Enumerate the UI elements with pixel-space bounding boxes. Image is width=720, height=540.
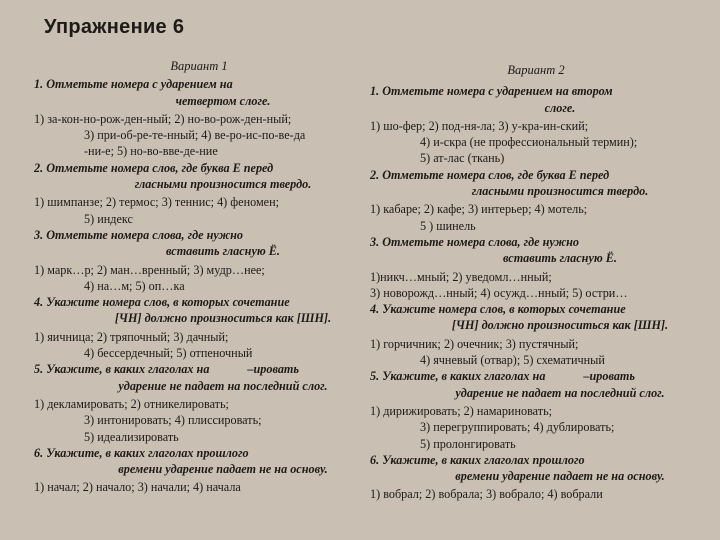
answer-line: -ни-е; 5) но-во-вве-де-ние [84, 144, 218, 159]
answer-line: 4) и-скра (не профессиональный термин); [420, 135, 638, 150]
variant-2-heading: Вариант 2 [507, 63, 565, 77]
task-question [34, 160, 364, 193]
answer-line: 5) ат-лас (ткань) [420, 151, 505, 166]
answer-line: 5) идеализировать [84, 429, 179, 444]
question-line: ударение не падает на последний слог. [118, 378, 328, 393]
question-line: 1. Отметьте номера с ударением на [34, 77, 233, 92]
task-question [34, 76, 364, 109]
task-question [370, 452, 702, 485]
answer-line: 3) интонировать; 4) плиссировать; [84, 413, 262, 428]
task-answers [34, 194, 364, 227]
question-line: 6. Укажите, в каких глаголах прошлого [34, 445, 249, 460]
question-line: вставить гласную Ё. [166, 244, 280, 259]
answer-line: 4) ячневый (отвар); 5) схематичный [420, 353, 605, 368]
answer-line: 3) перегруппировать; 4) дублировать; [420, 420, 615, 435]
question-suffix: –ировать [247, 362, 299, 377]
task-question [370, 368, 702, 401]
task-question [370, 83, 702, 116]
question-line: слоге. [544, 100, 576, 115]
question-line [370, 368, 702, 384]
answer-line: 5) пролонгировать [420, 436, 516, 451]
answer-line: 1) декламировать; 2) отникелировать; [34, 396, 229, 411]
task-answers [370, 403, 702, 452]
v1-task-6 [34, 445, 364, 496]
answer-line: 4) на…м; 5) оп…ка [84, 278, 185, 293]
variant-1-column [34, 58, 364, 496]
v2-task-3 [370, 234, 702, 301]
task-answers [370, 118, 702, 167]
v1-task-3 [34, 227, 364, 294]
answer-line: 1) начал; 2) начало; 3) начали; 4) начала [34, 480, 241, 495]
answer-line: 1) яичница; 2) тряпочный; 3) дачный; [34, 329, 229, 344]
answer-line: 3) новорожд…нный; 4) осужд…нный; 5) остри… [370, 285, 628, 300]
task-answers [370, 201, 702, 234]
v1-task-1 [34, 76, 364, 159]
question-line: времени ударение падает не на основу. [118, 462, 328, 477]
v1-task-2 [34, 160, 364, 227]
task-question [370, 234, 702, 267]
question-line: 3. Отметьте номера слова, где нужно [370, 234, 579, 249]
task-answers [34, 111, 364, 160]
task-answers [34, 329, 364, 362]
variant-1-heading: Вариант 1 [170, 59, 228, 73]
question-text: 5. Укажите, в каких глаголах на [370, 369, 546, 384]
answer-line: 1) за-кон-но-рож-ден-ный; 2) но-во-рож-ден-ный; [34, 111, 292, 126]
answer-line: 1) марк…р; 2) ман…вренный; 3) мудр…нее; [34, 262, 265, 277]
question-line: [ЧН] должно произноситься как [ШН]. [451, 318, 669, 333]
task-answers [34, 262, 364, 295]
answer-line: 4) бессердечный; 5) отпеночный [84, 346, 253, 361]
question-line: гласными произносится твердо. [471, 184, 649, 199]
v2-task-4 [370, 301, 702, 368]
question-line: ударение не падает на последний слог. [455, 385, 665, 400]
task-question [34, 445, 364, 478]
question-suffix: –ировать [583, 369, 635, 384]
answer-line: 1) горчичник; 2) очечник; 3) пустячный; [370, 336, 579, 351]
variant-2-column [370, 62, 702, 503]
v2-task-2 [370, 167, 702, 234]
task-question [370, 167, 702, 200]
answer-line: 1) кабаре; 2) кафе; 3) интерьер; 4) мотель; [370, 202, 588, 217]
question-line: четвертом слоге. [175, 93, 271, 108]
question-line: вставить гласную Ё. [503, 251, 617, 266]
answer-line: 1) вобрал; 2) вобрала; 3) вобрало; 4) вобрали [370, 487, 603, 502]
answer-line: 1)никч…мный; 2) уведомл…нный; [370, 269, 552, 284]
answer-line: 5) индекс [84, 211, 133, 226]
question-line: 2. Отметьте номера слов, где буква Е перед [370, 167, 610, 182]
v1-task-4 [34, 294, 364, 361]
question-line: 3. Отметьте номера слова, где нужно [34, 227, 243, 242]
task-answers [370, 336, 702, 369]
answer-line: 3) при-об-ре-те-нный; 4) ве-ро-ис-по-ве-да [84, 128, 306, 143]
question-text: 5. Укажите, в каких глаголах на [34, 362, 210, 377]
task-question [370, 301, 702, 334]
answer-line: 1) дирижировать; 2) намариновать; [370, 403, 553, 418]
page-title: Упражнение 6 [44, 16, 185, 38]
task-answers [370, 269, 702, 302]
v2-task-1 [370, 83, 702, 166]
question-line [34, 361, 364, 377]
question-line: [ЧН] должно произноситься как [ШН]. [114, 311, 332, 326]
question-line: 2. Отметьте номера слов, где буква Е перед [34, 160, 274, 175]
task-question [34, 361, 364, 394]
question-line: 1. Отметьте номера с ударением на втором [370, 84, 613, 99]
question-line: 6. Укажите, в каких глаголах прошлого [370, 452, 585, 467]
task-question [34, 294, 364, 327]
task-question [34, 227, 364, 260]
question-line: времени ударение падает не на основу. [455, 469, 665, 484]
task-answers [34, 479, 364, 495]
v2-task-6 [370, 452, 702, 503]
question-line: 4. Укажите номера слов, в которых сочетание [34, 295, 290, 310]
v1-task-5 [34, 361, 364, 444]
task-answers [34, 396, 364, 445]
answer-line: 5 ) шинель [420, 218, 476, 233]
v2-task-5 [370, 368, 702, 451]
answer-line: 1) шо-фер; 2) под-ня-ла; 3) у-кра-ин-ский; [370, 118, 589, 133]
question-line: 4. Укажите номера слов, в которых сочетание [370, 302, 626, 317]
answer-line: 1) шимпанзе; 2) термос; 3) теннис; 4) феномен; [34, 195, 279, 210]
question-line: гласными произносится твердо. [134, 177, 312, 192]
task-answers [370, 486, 702, 502]
